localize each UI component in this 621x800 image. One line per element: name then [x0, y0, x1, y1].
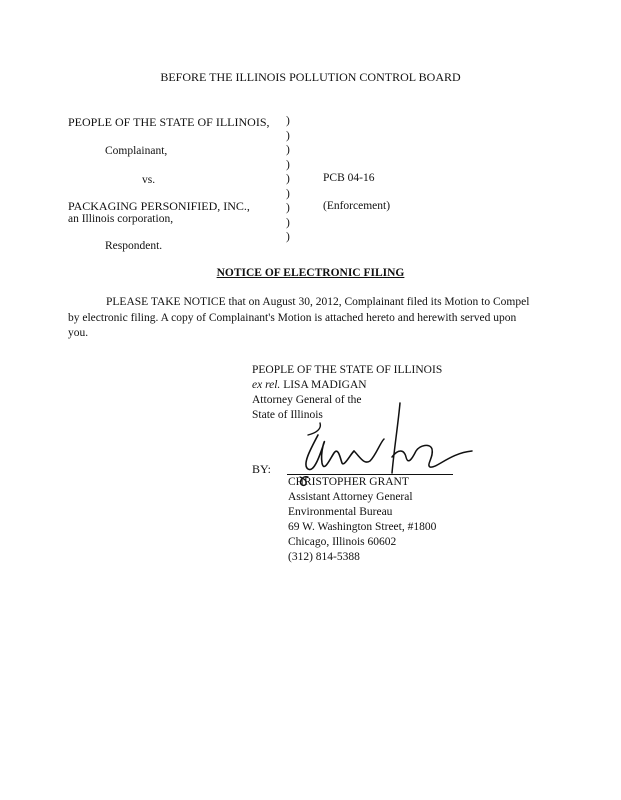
ex-rel-prefix: ex rel. — [252, 379, 281, 391]
signer-block — [288, 475, 436, 565]
defendant-description: an Illinois corporation, — [68, 213, 174, 225]
notice-body: PLEASE TAKE NOTICE that on August 30, 2012, Complainant filed its Motion to Compel by electronic filing. A copy of Complainant's Motion is attached hereto and herewith served upon you. — [68, 296, 530, 339]
paren: ) — [286, 231, 290, 243]
paren: ) — [286, 216, 290, 229]
ag-title-line1: Attorney General of the — [252, 394, 362, 406]
ex-rel-name: LISA MADIGAN — [283, 379, 367, 391]
signer-title: Assistant Attorney General — [288, 491, 413, 503]
paren: ) — [286, 144, 290, 156]
plaintiff-role: Complainant, — [105, 145, 168, 157]
ag-title-line2: State of Illinois — [252, 409, 323, 421]
board-heading: BEFORE THE ILLINOIS POLLUTION CONTROL BOARD — [160, 70, 461, 84]
defendant-name: PACKAGING PERSONIFIED, INC., — [68, 199, 250, 213]
paren: ) — [286, 158, 290, 171]
party-name: PEOPLE OF THE STATE OF ILLINOIS — [252, 364, 443, 376]
ex-rel-line — [252, 378, 442, 393]
paren: ) — [286, 115, 290, 127]
paren: ) — [286, 187, 290, 200]
notice-title: NOTICE OF ELECTRONIC FILING — [216, 267, 405, 279]
street-address: 69 W. Washington Street, #1800 — [288, 521, 437, 533]
bureau-name: Environmental Bureau — [288, 506, 393, 518]
signer-name: CHRISTOPHER GRANT — [288, 476, 409, 488]
defendant-role: Respondent. — [105, 240, 163, 252]
by-label: BY: — [252, 462, 271, 476]
paren: ) — [286, 173, 290, 185]
versus-label: vs. — [142, 174, 156, 186]
caption-parentheses — [286, 114, 290, 245]
case-number: PCB 04-16 — [323, 172, 375, 184]
paren: ) — [286, 202, 290, 214]
city-state-zip: Chicago, Illinois 60602 — [288, 536, 397, 548]
case-type: (Enforcement) — [323, 200, 391, 212]
plaintiff-name: PEOPLE OF THE STATE OF ILLINOIS, — [68, 115, 270, 129]
phone-number: (312) 814-5388 — [288, 551, 360, 563]
paren: ) — [286, 129, 290, 142]
